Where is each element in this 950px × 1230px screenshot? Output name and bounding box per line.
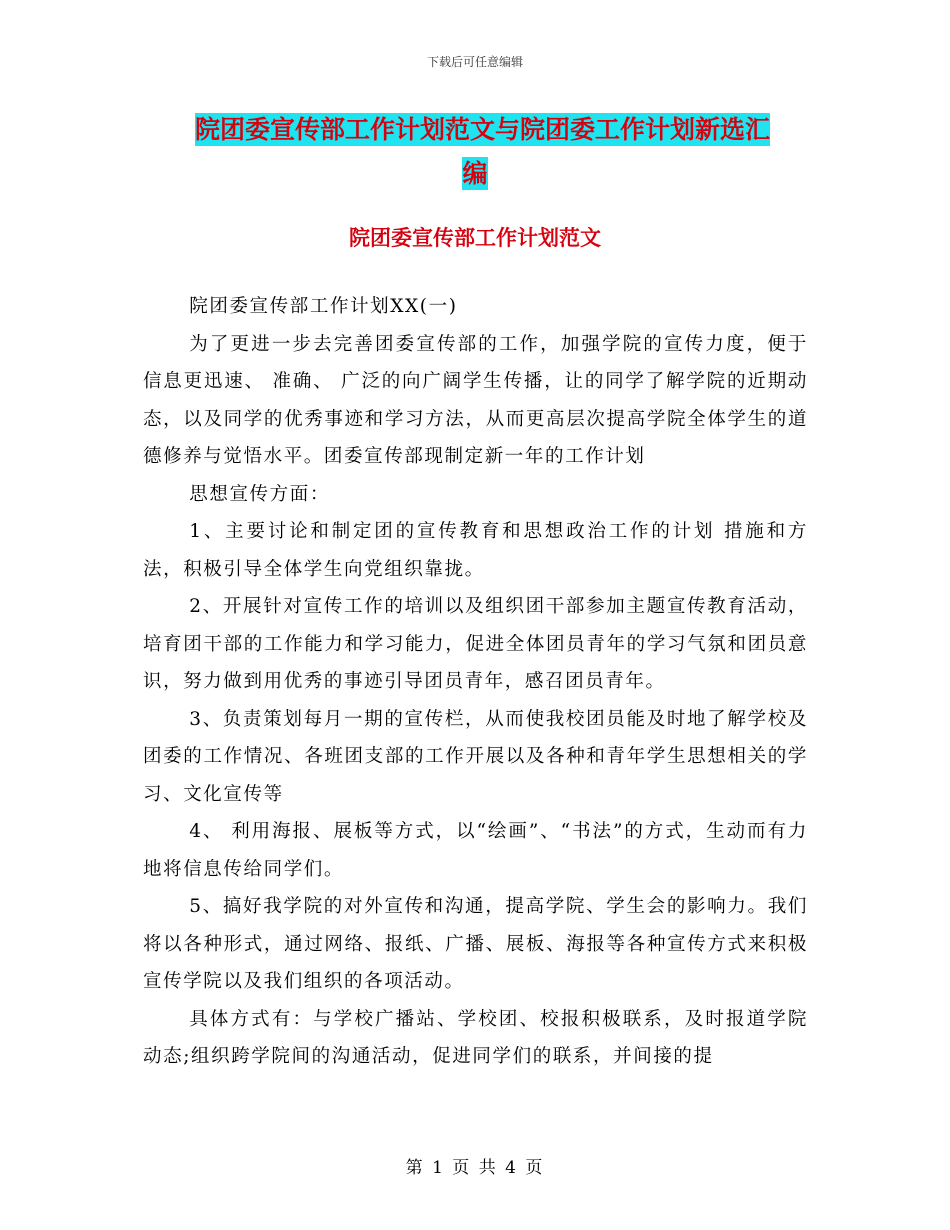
page-header-note: 下载后可任意编辑	[426, 55, 523, 69]
paragraph-subtitle: 院团委宣传部工作计划XX(一)	[189, 296, 458, 317]
page-number: 第 1 页 共 4 页	[405, 1158, 545, 1178]
paragraph-item-4: 4、 利用海报、展板等方式，以“绘画”、“书法”的方式，生动而有力地将信息传给同学们。	[143, 821, 808, 880]
paragraph-item-5: 5、搞好我学院的对外宣传和沟通，提高学院、学生会的影响力。我们将以各种形式，通过网络、报纸、广播、展板、海报等各种宣传方式来积极宣传学院以及我们组织的各项活动。	[143, 896, 808, 992]
document-title-line2: 编	[462, 159, 488, 188]
paragraph-intro: 为了更进一步去完善团委宣传部的工作，加强学院的宣传力度，便于信息更迅速、 准确、 广泛的向广阔学生传播，让的同学了解学院的近期动态，以及同学的优秀事迹和学习方法，从而更高层次提高学院全体学生的道德修养与觉悟水平。团委宣传部现制定新一年的工作计划	[143, 333, 808, 467]
document-title-line1: 院团委宣传部工作计划范文与院团委工作计划新选汇	[195, 115, 771, 144]
paragraph-methods: 具体方式有：与学校广播站、学校团、校报积极联系，及时报道学院动态;组织跨学院间的沟通活动，促进同学们的联系，并间接的提	[143, 1008, 808, 1067]
paragraph-item-1: 1、主要讨论和制定团的宣传教育和思想政治工作的计划 措施和方法，积极引导全体学生向党组织靠拢。	[143, 521, 808, 580]
document-title	[0, 108, 950, 196]
paragraph-item-2: 2、开展针对宣传工作的培训以及组织团干部参加主题宣传教育活动，培育团干部的工作能力和学习能力，促进全体团员青年的学习气氛和团员意识，努力做到用优秀的事迹引导团员青年，感召团员青年。	[143, 596, 808, 692]
section-title: 院团委宣传部工作计划范文	[349, 226, 601, 250]
paragraph-subheading: 思想宣传方面：	[189, 483, 330, 505]
document-body	[143, 288, 808, 1076]
paragraph-item-3: 3、负责策划每月一期的宣传栏，从而使我校团员能及时地了解学校及团委的工作情况、各班团支部的工作开展以及各种和青年学生思想相关的学习、文化宣传等	[143, 708, 808, 805]
